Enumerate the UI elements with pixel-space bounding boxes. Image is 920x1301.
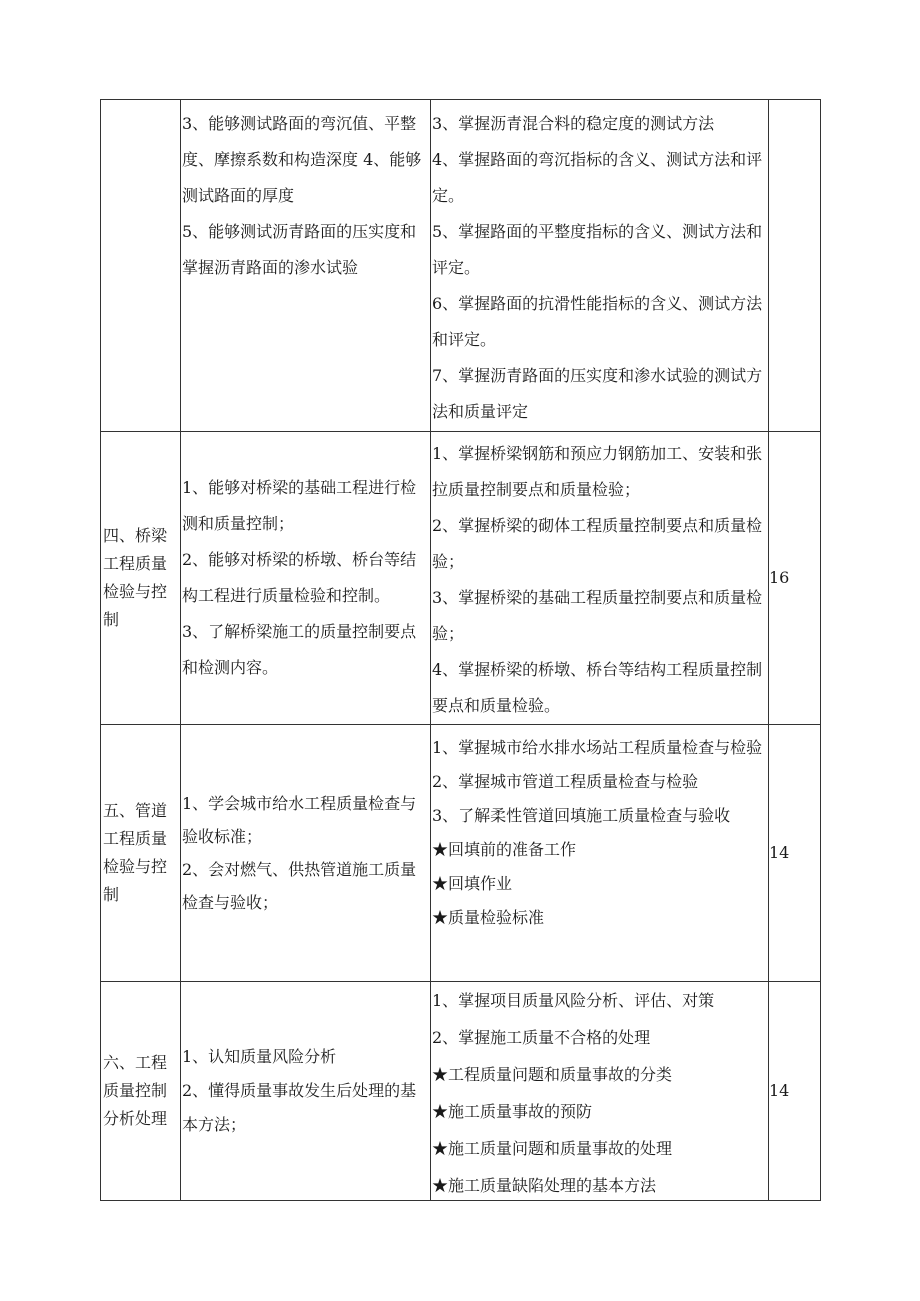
knowledge-item: 4、掌握桥梁的桥墩、桥台等结构工程质量控制要点和质量检验。 [432,660,763,715]
curriculum-table [100,99,821,1201]
knowledge-item: 2、掌握施工质量不合格的处理 [432,1028,651,1047]
knowledge-item: ★回填前的准备工作 [432,840,577,859]
hours-cell: 14 [769,982,821,1201]
module-cell: 四、桥梁工程质量检验与控制 [101,432,181,725]
module-cell: 五、管道工程质量检验与控制 [101,725,181,982]
knowledge-cell [431,982,769,1201]
knowledge-item: 4、掌握路面的弯沉指标的含义、测试方法和评定。 [432,150,763,205]
table-row [101,982,821,1201]
knowledge-cell [431,100,769,432]
hours-cell [769,100,821,432]
table-row [101,432,821,725]
table-row [101,100,821,432]
knowledge-item: ★回填作业 [432,874,513,893]
knowledge-item: 3、掌握沥青混合料的稳定度的测试方法 [432,114,715,133]
knowledge-item: 3、了解柔性管道回填施工质量检查与验收 [432,806,731,825]
ability-item: 3、了解桥梁施工的质量控制要点和检测内容。 [182,622,417,677]
knowledge-item: 2、掌握桥梁的砌体工程质量控制要点和质量检验； [432,516,763,571]
ability-item: 3、能够测试路面的弯沉值、平整度、摩擦系数和构造深度 4、能够测试路面的厚度 [182,114,422,205]
ability-item: 1、学会城市给水工程质量检查与验收标准； [182,794,417,846]
abilities-cell [181,725,431,982]
hours-cell: 16 [769,432,821,725]
abilities-cell [181,432,431,725]
knowledge-item: 3、掌握桥梁的基础工程质量控制要点和质量检验； [432,588,763,643]
module-cell [101,100,181,432]
knowledge-item: 2、掌握城市管道工程质量检查与检验 [432,772,699,791]
module-cell: 六、工程质量控制分析处理 [101,982,181,1201]
ability-item: 1、能够对桥梁的基础工程进行检测和质量控制； [182,478,417,533]
knowledge-item: ★施工质量事故的预防 [432,1102,593,1121]
hours-cell: 14 [769,725,821,982]
ability-item: 1、认知质量风险分析 [182,1047,337,1066]
knowledge-cell [431,725,769,982]
knowledge-cell [431,432,769,725]
knowledge-item: 1、掌握项目质量风险分析、评估、对策 [432,991,715,1010]
ability-item: 5、能够测试沥青路面的压实度和掌握沥青路面的渗水试验 [182,222,417,277]
knowledge-item: 1、掌握城市给水排水场站工程质量检查与检验 [432,738,763,757]
knowledge-item: 6、掌握路面的抗滑性能指标的含义、测试方法和评定。 [432,294,763,349]
knowledge-item: 1、掌握桥梁钢筋和预应力钢筋加工、安装和张拉质量控制要点和质量检验； [432,444,763,499]
abilities-cell [181,982,431,1201]
knowledge-item: 5、掌握路面的平整度指标的含义、测试方法和评定。 [432,222,763,277]
knowledge-item: ★工程质量问题和质量事故的分类 [432,1065,673,1084]
knowledge-item: ★施工质量缺陷处理的基本方法 [432,1176,657,1195]
ability-item: 2、懂得质量事故发生后处理的基本方法； [182,1081,417,1134]
abilities-cell [181,100,431,432]
ability-item: 2、能够对桥梁的桥墩、桥台等结构工程进行质量检验和控制。 [182,550,417,605]
table-row [101,725,821,982]
knowledge-item: ★施工质量问题和质量事故的处理 [432,1139,673,1158]
ability-item: 2、会对燃气、供热管道施工质量检查与验收； [182,860,417,912]
knowledge-item: ★质量检验标准 [432,908,545,927]
knowledge-item: 7、掌握沥青路面的压实度和渗水试验的测试方法和质量评定 [432,366,763,421]
